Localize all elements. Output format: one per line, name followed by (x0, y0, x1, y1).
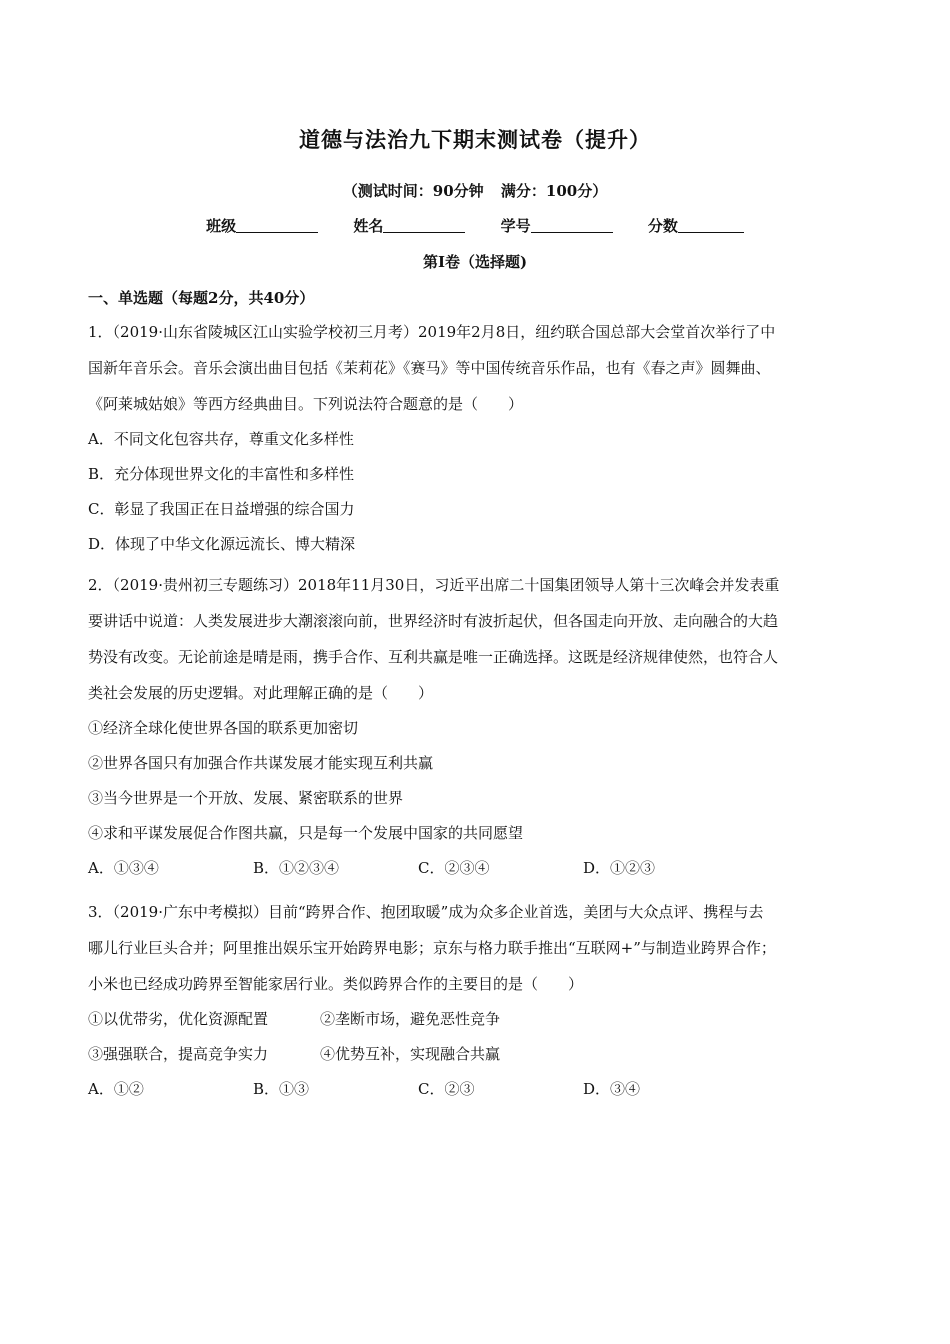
question-1-option-a: A．不同文化包容共存，尊重文化多样性 (88, 430, 354, 448)
question-3-options (88, 1072, 863, 1107)
id-label: 学号 (500, 217, 531, 235)
question-3-statement-3: ③强强联合，提高竞争实力 (88, 1045, 269, 1063)
score-label: 分数 (647, 217, 678, 235)
question-3-line-1: 3．（2019·广东中考模拟）目前“跨界合作、抱团取暖”成为众多企业首选，美团与大众点评、携程与去 (88, 903, 764, 921)
question-3-line-2: 哪儿行业巨头合并；阿里推出娱乐宝开始跨界电影；京东与格力联手推出“互联网+”与制造业跨界合作； (88, 939, 776, 957)
exam-title: 道德与法治九下期末测试卷（提升） (299, 128, 651, 152)
question-1-line-3: 《阿莱城姑娘》等西方经典曲目。下列说法符合题意的是（ ） (88, 395, 524, 413)
section-heading: 一、单选题（每题2分，共40分） (88, 289, 315, 307)
question-1-option-b: B．充分体现世界文化的丰富性和多样性 (88, 465, 355, 483)
question-2-statement-4: ④求和平谋发展促合作图共赢，只是每一个发展中国家的共同愿望 (88, 824, 524, 842)
score-field (648, 215, 744, 236)
score-blank (678, 218, 744, 233)
name-label: 姓名 (353, 217, 384, 235)
student-info (0, 215, 950, 236)
question-2-line-3: 势没有改变。无论前途是晴是雨，携手合作、互利共赢是唯一正确选择。这既是经济规律使然，也符合人 (88, 648, 779, 666)
question-3-option-c: C．②③ (418, 1080, 475, 1098)
name-blank (383, 218, 465, 233)
question-3-line-3: 小米也已经成功跨界至智能家居行业。类似跨界合作的主要目的是（ ） (88, 975, 584, 993)
question-2-statement-1: ①经济全球化使世界各国的联系更加密切 (88, 719, 359, 737)
question-2-option-a: A．①③④ (88, 859, 159, 877)
full-score: 满分：100分） (500, 182, 608, 200)
question-2-option-b: B．①②③④ (253, 859, 340, 877)
question-2-line-1: 2．（2019·贵州初三专题练习）2018年11月30日，习近平出席二十国集团领导人第十三次峰会并发表重 (88, 576, 780, 594)
question-3-statement-1: ①以优带劣，优化资源配置 (88, 1010, 269, 1028)
question-3 (88, 894, 863, 1107)
question-1 (88, 314, 863, 562)
id-blank (531, 218, 613, 233)
part-heading: 第I卷（选择题) (422, 253, 528, 271)
question-1-option-d: D．体现了中华文化源远流长、博大精深 (88, 535, 356, 553)
question-1-line-1: 1．（2019·山东省陵城区江山实验学校初三月考）2019年2月8日，纽约联合国总部大会堂首次举行了中 (88, 323, 776, 341)
class-blank (236, 218, 318, 233)
question-1-option-c: C．彰显了我国正在日益增强的综合国力 (88, 500, 355, 518)
name-field (353, 215, 465, 236)
id-field (501, 215, 613, 236)
class-field (206, 215, 318, 236)
question-2-option-c: C．②③④ (418, 859, 490, 877)
question-3-option-a: A．①② (88, 1080, 144, 1098)
question-3-statements-row-1 (88, 1002, 863, 1037)
question-1-line-2: 国新年音乐会。音乐会演出曲目包括《茉莉花》《赛马》等中国传统音乐作品，也有《春之声》圆舞曲、 (88, 359, 771, 377)
question-2-options (88, 851, 863, 886)
test-time: （测试时间：90分钟 (342, 182, 484, 200)
question-2-statement-3: ③当今世界是一个开放、发展、紧密联系的世界 (88, 789, 404, 807)
question-2-option-d: D．①②③ (583, 859, 656, 877)
question-2-line-4: 类社会发展的历史逻辑。对此理解正确的是（ ） (88, 684, 434, 702)
exam-subtitle (0, 180, 950, 201)
question-2 (88, 567, 863, 886)
question-2-line-2: 要讲话中说道：人类发展进步大潮滚滚向前，世界经济时有波折起伏，但各国走向开放、走向融合的大趋 (88, 612, 779, 630)
class-label: 班级 (206, 217, 237, 235)
question-3-statements-row-2 (88, 1037, 863, 1072)
question-3-statement-2: ②垄断市场，避免恶性竞争 (320, 1010, 501, 1028)
question-3-option-b: B．①③ (253, 1080, 310, 1098)
question-3-option-d: D．③④ (583, 1080, 641, 1098)
question-2-statement-2: ②世界各国只有加强合作共谋发展才能实现互利共赢 (88, 754, 434, 772)
question-3-statement-4: ④优势互补，实现融合共赢 (320, 1045, 501, 1063)
